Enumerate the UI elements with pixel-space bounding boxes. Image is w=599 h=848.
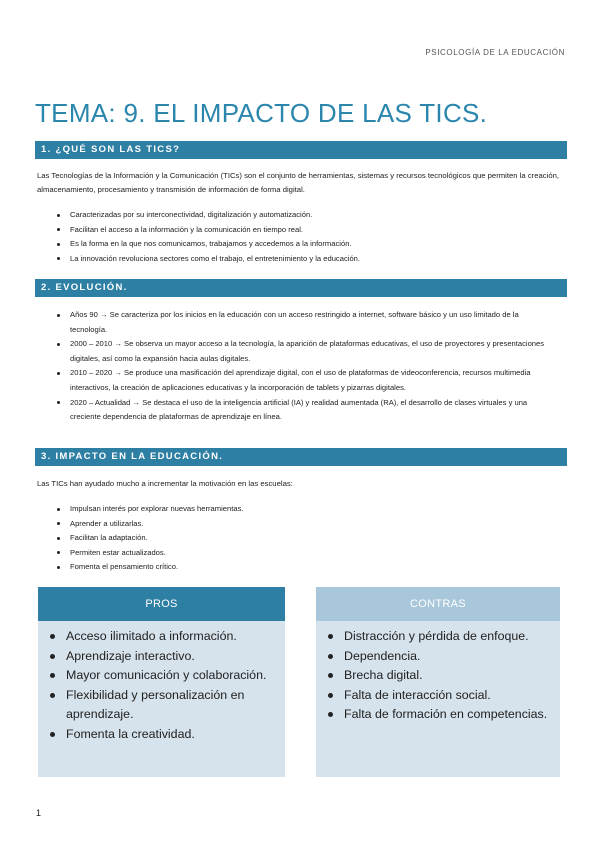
section-1-bullet-list bbox=[37, 208, 557, 266]
page-title: TEMA: 9. EL IMPACTO DE LAS TICS. bbox=[35, 98, 488, 128]
list-item: Fomenta el pensamiento crítico. bbox=[37, 560, 557, 575]
contras-box bbox=[316, 587, 560, 777]
section-3-paragraph: Las TICs han ayudado mucho a incrementar la motivación en las escuelas: bbox=[37, 479, 293, 488]
section-2-bullet-list bbox=[37, 308, 557, 425]
contras-item: Falta de formación en competencias. bbox=[326, 705, 552, 725]
list-item: Caracterizadas por su interconectividad, digitalización y automatización. bbox=[37, 208, 557, 223]
contras-title: CONTRAS bbox=[316, 587, 560, 621]
page-number: 1 bbox=[36, 808, 42, 818]
section-heading-2: 2. EVOLUCIÓN. bbox=[35, 279, 567, 297]
list-item: 2000 – 2010 → Se observa un mayor acceso a la tecnología, la aparición de plataformas educativas, el uso de proyectores y presentaciones digitales, así como la expansión hacia aulas digitales. bbox=[37, 337, 557, 366]
pros-item: Acceso ilimitado a información. bbox=[48, 627, 277, 647]
section-1-paragraph: Las Tecnologías de la Información y la Comunicación (TICs) son el conjunto de herramientas, sistemas y recursos tecnológicos que permiten la creación, almacenamiento, procesamiento y transmisión de información de forma digital. bbox=[37, 171, 560, 194]
section-heading-1: 1. ¿QUÉ SON LAS TICS? bbox=[35, 141, 567, 159]
pros-title: PROS bbox=[38, 587, 285, 621]
contras-item: Brecha digital. bbox=[326, 666, 552, 686]
list-item: 2020 – Actualidad → Se destaca el uso de la inteligencia artificial (IA) y realidad aumentada (RA), el desarrollo de clases virtuales y una creciente dependencia de plataformas de aprendizaje en línea. bbox=[37, 396, 557, 425]
contras-body bbox=[316, 621, 560, 777]
list-item: Permiten estar actualizados. bbox=[37, 546, 557, 561]
list-item: Facilitan la adaptación. bbox=[37, 531, 557, 546]
pros-body bbox=[38, 621, 285, 777]
section-3-bullet-list bbox=[37, 502, 557, 575]
list-item: Años 90 → Se caracteriza por los inicios en la educación con un acceso restringido a internet, software básico y un uso limitado de la tecnología. bbox=[37, 308, 557, 337]
list-item: La innovación revoluciona sectores como el trabajo, el entretenimiento y la educación. bbox=[37, 252, 557, 267]
contras-item: Dependencia. bbox=[326, 647, 552, 667]
pros-item: Fomenta la creatividad. bbox=[48, 725, 277, 745]
pros-item: Mayor comunicación y colaboración. bbox=[48, 666, 277, 686]
contras-item: Distracción y pérdida de enfoque. bbox=[326, 627, 552, 647]
running-header: PSICOLOGÍA DE LA EDUCACIÓN bbox=[425, 48, 565, 57]
pros-item: Aprendizaje interactivo. bbox=[48, 647, 277, 667]
pros-item: Flexibilidad y personalización en aprendizaje. bbox=[48, 686, 277, 725]
list-item: 2010 – 2020 → Se produce una masificación del aprendizaje digital, con el uso de plataformas de videoconferencia, recursos multimedia interactivos, la creación de aplicaciones educativas y la incorporación de tablets y pizarras digitales. bbox=[37, 366, 557, 395]
contras-list bbox=[326, 627, 552, 725]
pros-box bbox=[38, 587, 285, 777]
contras-item: Falta de interacción social. bbox=[326, 686, 552, 706]
list-item: Aprender a utilizarlas. bbox=[37, 517, 557, 532]
list-item: Facilitan el acceso a la información y la comunicación en tiempo real. bbox=[37, 223, 557, 238]
pros-list bbox=[48, 627, 277, 744]
list-item: Impulsan interés por explorar nuevas herramientas. bbox=[37, 502, 557, 517]
list-item: Es la forma en la que nos comunicamos, trabajamos y accedemos a la información. bbox=[37, 237, 557, 252]
section-heading-3: 3. IMPACTO EN LA EDUCACIÓN. bbox=[35, 448, 567, 466]
